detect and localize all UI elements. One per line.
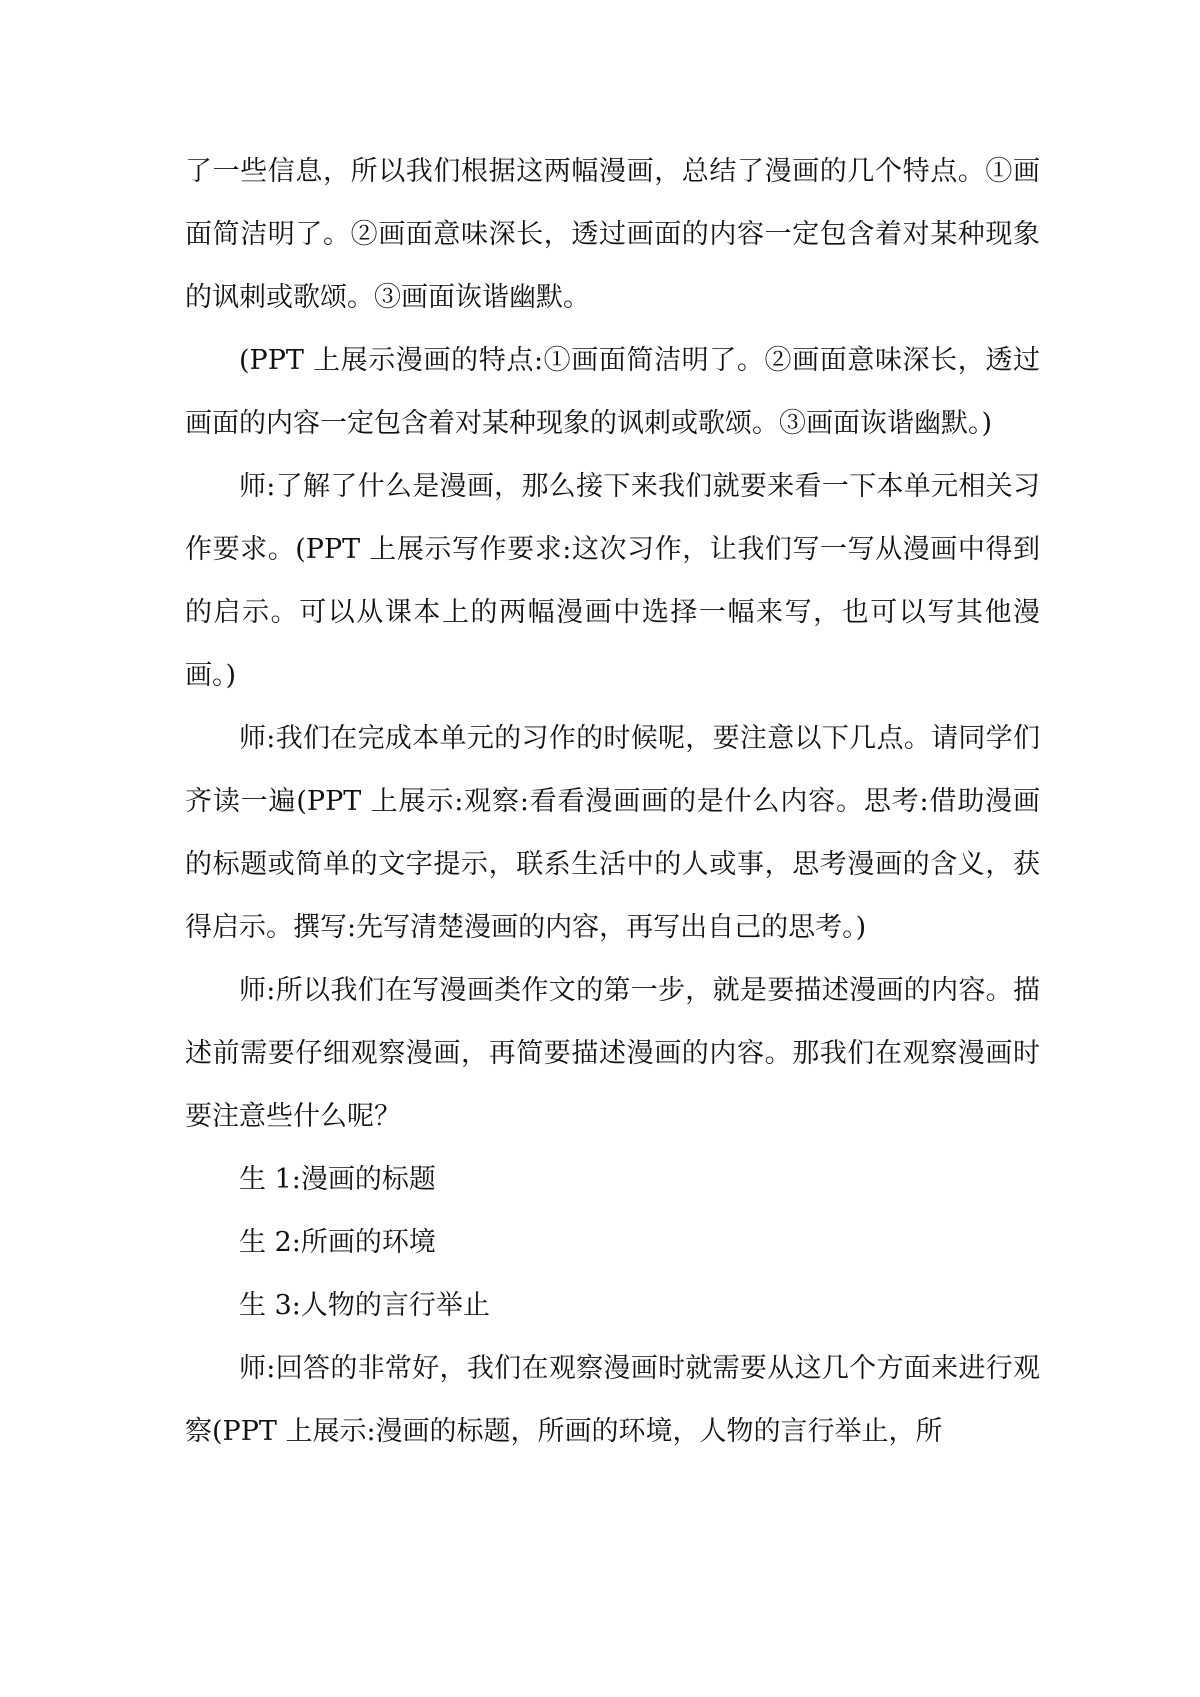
paragraph-ppt-features: (PPT 上展示漫画的特点:①画面简洁明了。②画面意味深长，透过画面的内容一定包含着对某种现象的讽刺或歌颂。③画面诙谐幽默。): [185, 345, 1040, 439]
document-body: [185, 140, 1040, 1463]
paragraph-continuation: 了一些信息，所以我们根据这两幅漫画，总结了漫画的几个特点。①画面简洁明了。②画面意味深长，透过画面的内容一定包含着对某种现象的讽刺或歌颂。③画面诙谐幽默。: [185, 156, 1040, 313]
paragraph-teacher-requirements: 师:了解了什么是漫画，那么接下来我们就要来看一下本单元相关习作要求。(PPT 上展示写作要求:这次习作，让我们写一写从漫画中得到的启示。可以从课本上的两幅漫画中选择一幅来写，也可以写其他漫画。): [185, 471, 1040, 691]
paragraph-student-1: 生 1:漫画的标题: [239, 1164, 436, 1195]
paragraph-student-3: 生 3:人物的言行举止: [239, 1290, 490, 1321]
paragraph-teacher-notes: 师:我们在完成本单元的习作的时候呢，要注意以下几点。请同学们齐读一遍(PPT 上展示:观察:看看漫画画的是什么内容。思考:借助漫画的标题或简单的文字提示，联系生活中的人或事，思考漫画的含义，获得启示。撰写:先写清楚漫画的内容，再写出自己的思考。): [185, 723, 1040, 943]
paragraph-student-2: 生 2:所画的环境: [239, 1227, 436, 1258]
paragraph-teacher-summary: 师:回答的非常好，我们在观察漫画时就需要从这几个方面来进行观察(PPT 上展示:漫画的标题，所画的环境，人物的言行举止，所: [185, 1353, 1040, 1447]
paragraph-teacher-first-step: 师:所以我们在写漫画类作文的第一步，就是要描述漫画的内容。描述前需要仔细观察漫画，再简要描述漫画的内容。那我们在观察漫画时要注意些什么呢？: [185, 975, 1040, 1132]
